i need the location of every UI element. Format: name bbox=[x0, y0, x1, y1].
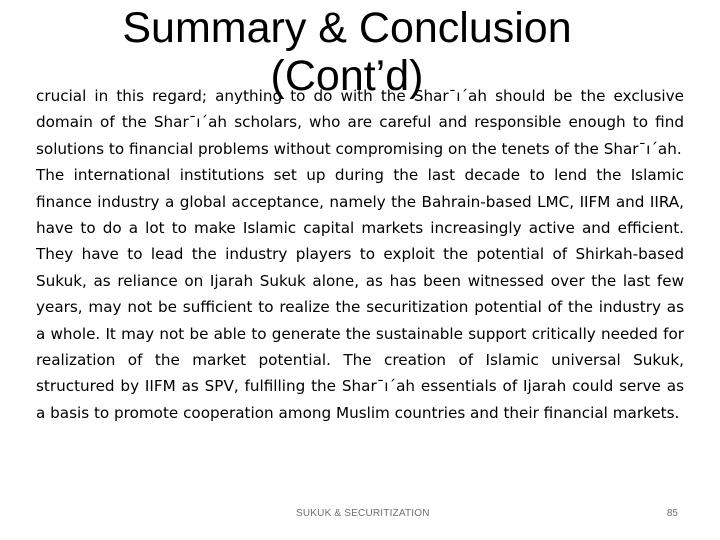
body-paragraph-2: The international institutions set up during the last decade to lend the Islamic finance industry a global acceptance, namely the Bahrain-based LMC, IIFM and IIRA, have to do a lot to make Islamic capital markets increasingly active and efficient. They have to lead the industry players to exploit the potential of Shirkah-based Sukuk, as reliance on Ijarah Sukuk alone, as has been witnessed over the last few years, may not be sufficient to realize the securitization potential of the industry as a whole. It may not be able to generate the sustainable support critically needed for realization of the market potential. The creation of Islamic universal Sukuk, structured by IIFM as SPV, fulfilling the Shar¯ı´ah essentials of Ijarah could serve as a basis to promote cooperation among Muslim countries and their financial markets. bbox=[36, 166, 684, 422]
footer-label: SUKUK & SECURITIZATION bbox=[296, 508, 430, 519]
slide-title-line-1: Summary & Conclusion bbox=[122, 4, 572, 52]
slide-title-line-2: (Cont’d) bbox=[270, 52, 424, 100]
body-paragraph-1: crucial in this regard; anything to do with the Shar¯ı´ah should be the exclusive domain of the Shar¯ı´ah scholars, who are careful and responsible enough to find solutions to financial problems without compromising on the tenets of the Shar¯ı´ah. bbox=[36, 87, 684, 158]
page-number: 85 bbox=[666, 508, 678, 519]
slide-body bbox=[36, 83, 684, 426]
